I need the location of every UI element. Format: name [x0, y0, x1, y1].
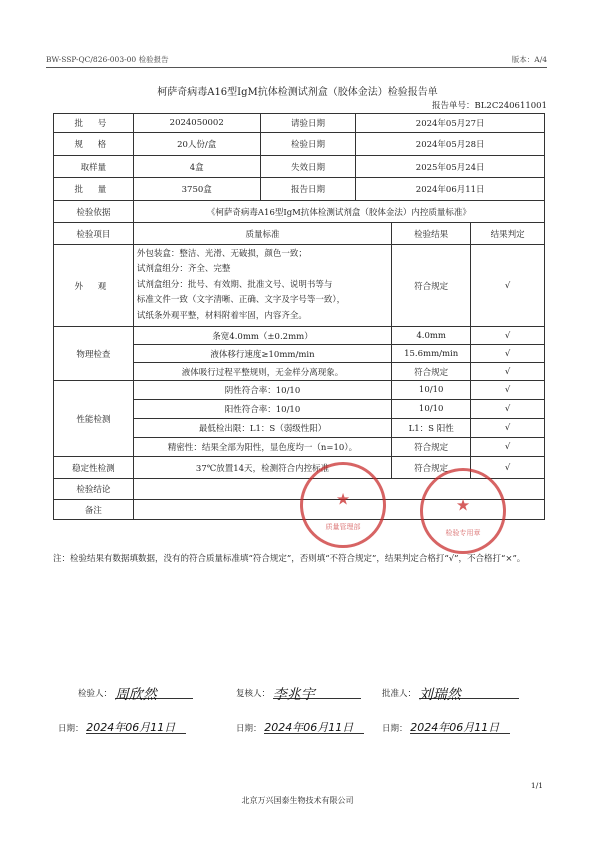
- approver-label: 批准人：: [382, 689, 417, 699]
- approver-signature: 刘瑞然: [418, 687, 461, 703]
- expiry-label: 失效日期: [260, 156, 356, 178]
- spec-label: 规 格: [54, 133, 134, 156]
- performance-result: 10/10: [392, 400, 471, 419]
- physical-result: 符合规定: [392, 363, 471, 381]
- qty-value: 4盒: [133, 156, 260, 178]
- date-signature: 2024年06月11日: [264, 721, 354, 734]
- reviewer-label: 复核人：: [236, 689, 271, 699]
- col-item-header: 检验项目: [54, 223, 134, 245]
- approver-row: [382, 684, 519, 703]
- version: 版本：A/4: [511, 55, 547, 64]
- inspection-seal-text: 检验专用章: [445, 529, 481, 538]
- performance-std: 最低检出限：L1：S（弱级性阳）: [133, 419, 391, 438]
- performance-std: 阳性符合率：10/10: [133, 400, 391, 419]
- physical-judge: √: [471, 327, 545, 345]
- performance-result: L1：S 阳性: [392, 419, 471, 438]
- report-title: 柯萨奇病毒A16型IgM抗体检测试剂盒（胶体金法）检验报告单: [157, 87, 438, 98]
- stability-std: 37℃放置14天，检测符合内控标准: [133, 457, 391, 479]
- reviewer-row: [236, 684, 361, 703]
- company-footer: 北京万兴国泰生物技术有限公司: [241, 796, 354, 805]
- conclusion-label: 检验结论: [54, 479, 134, 500]
- appearance-judge: √: [471, 245, 545, 327]
- performance-result: 10/10: [392, 381, 471, 400]
- appearance-std-line: 标准文件一致（文字清晰、正确、文字及字号等一致），: [136, 295, 346, 306]
- quality-seal: ★ 质量管理部: [300, 462, 386, 548]
- physical-item: 物理检查: [54, 327, 134, 381]
- physical-judge: √: [471, 363, 545, 381]
- date-row-1: [58, 719, 186, 734]
- sample-date-value: 2024年05月27日: [356, 114, 545, 133]
- appearance-std-line: 试剂盒组分：批号、有效期、批准文号、说明书等与: [136, 279, 333, 290]
- quality-seal-text: 质量管理部: [325, 523, 361, 532]
- date-row-2: [236, 719, 364, 734]
- reviewer-signature: 李兆宇: [272, 687, 315, 703]
- remark-label: 备注: [54, 500, 134, 520]
- stability-result: 符合规定: [392, 457, 471, 479]
- test-date-value: 2024年05月28日: [356, 133, 545, 156]
- appearance-result: 符合规定: [392, 245, 471, 327]
- date-label: 日期：: [236, 724, 262, 734]
- sample-date-label: 请验日期: [260, 114, 356, 133]
- batch-value: 2024050002: [133, 114, 260, 133]
- date-row-3: [382, 719, 510, 734]
- basis-value: 《柯萨奇病毒A16型IgM抗体检测试剂盒（胶体金法）内控质量标准》: [133, 201, 544, 223]
- col-judge-header: 结果判定: [471, 223, 545, 245]
- basis-label: 检验依据: [54, 201, 134, 223]
- footnote: 注：检验结果有数据填数据，没有的符合质量标准填“符合规定”，否则填“不符合规定”，结果判定合格打“√”，不合格打“×”。: [53, 554, 526, 564]
- tester-label: 检验人：: [78, 689, 113, 699]
- col-std-header: 质量标准: [133, 223, 391, 245]
- batch-label: 批 号: [54, 114, 134, 133]
- appearance-item: 外 观: [54, 245, 134, 327]
- performance-std: 精密性：结果全部为阳性，显色度均一（n=10）。: [133, 438, 391, 457]
- physical-judge: √: [471, 345, 545, 363]
- header-divider: [46, 67, 547, 68]
- report-date-value: 2024年06月11日: [356, 178, 545, 201]
- date-label: 日期：: [58, 724, 84, 734]
- performance-result: 符合规定: [392, 438, 471, 457]
- performance-judge: √: [471, 419, 545, 438]
- expiry-value: 2025年05月24日: [356, 156, 545, 178]
- performance-std: 阴性符合率：10/10: [133, 381, 391, 400]
- report-date-label: 报告日期: [260, 178, 356, 201]
- stability-item: 稳定性检测: [54, 457, 134, 479]
- performance-judge: √: [471, 438, 545, 457]
- date-signature: 2024年06月11日: [86, 721, 176, 734]
- page-number: 1/1: [530, 781, 543, 790]
- spec-value: 20人份/盒: [133, 133, 260, 156]
- date-label: 日期：: [382, 724, 408, 734]
- appearance-standard: [133, 245, 391, 327]
- tester-signature: 周欣然: [114, 687, 157, 703]
- physical-std: 液体移行速度≥10mm/min: [133, 345, 391, 363]
- qty-label: 取样量: [54, 156, 134, 178]
- performance-item: 性能检测: [54, 381, 134, 457]
- col-result-header: 检验结果: [392, 223, 471, 245]
- test-date-label: 检验日期: [260, 133, 356, 156]
- tester-row: [78, 684, 193, 703]
- date-signature: 2024年06月11日: [410, 721, 500, 734]
- physical-std: 液体吸行过程平整规则，无金样分离现象。: [133, 363, 391, 381]
- inspection-seal: ★ 检验专用章: [420, 468, 506, 554]
- batch-qty-value: 3750盒: [133, 178, 260, 201]
- performance-judge: √: [471, 381, 545, 400]
- physical-result: 4.0mm: [392, 327, 471, 345]
- appearance-std-line: 试纸条外观平整，材料附着牢固，内容齐全。: [136, 310, 307, 321]
- physical-std: 条宽4.0mm（±0.2mm）: [133, 327, 391, 345]
- physical-result: 15.6mm/min: [392, 345, 471, 363]
- report-table: [53, 113, 545, 520]
- doc-code: BW-SSP-QC/826-003-00 检验报告: [46, 55, 169, 64]
- stability-judge: √: [471, 457, 545, 479]
- appearance-std-line: 外包装盒：整洁、光滑、无破损，颜色一致；: [136, 248, 307, 259]
- report-number: 报告单号：BL2C240611001: [432, 101, 547, 111]
- batch-qty-label: 批 量: [54, 178, 134, 201]
- appearance-std-line: 试剂盒组分：齐全、完整: [136, 264, 231, 275]
- performance-judge: √: [471, 400, 545, 419]
